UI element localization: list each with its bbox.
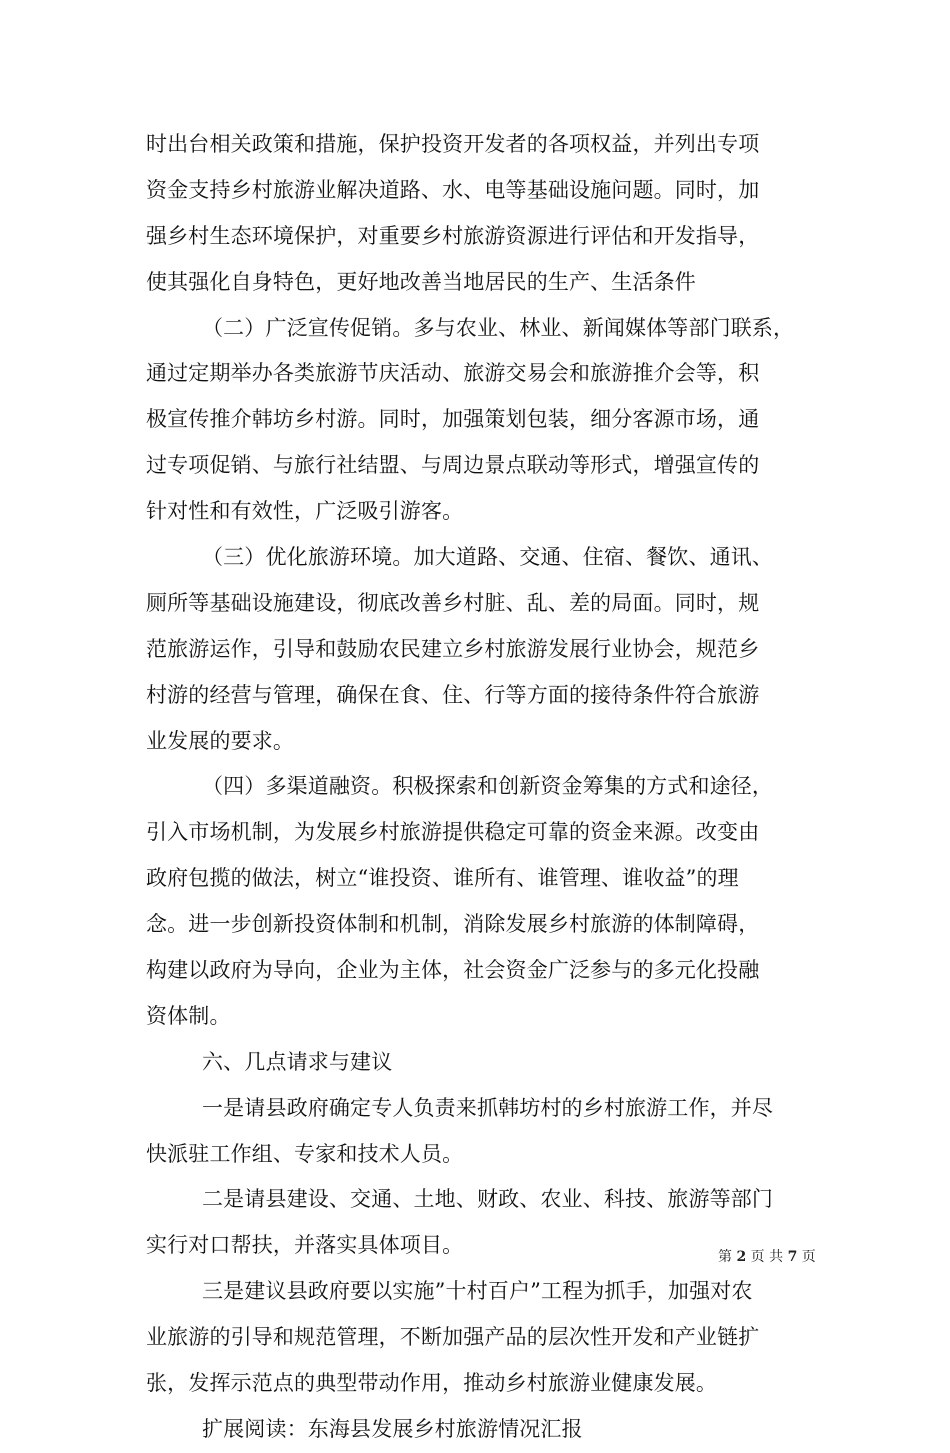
text-line: 时出台相关政策和措施，保护投资开发者的各项权益，并列出专项: [146, 132, 760, 156]
paragraph-start-line: （三）优化旅游环境。加大道路、交通、住宿、餐饮、通讯、: [202, 545, 774, 570]
page-number-footer: [718, 1247, 816, 1267]
section-heading: 六、几点请求与建议: [202, 1049, 393, 1074]
page-prefix: 第: [718, 1249, 732, 1265]
text-line: 资体制。: [146, 1003, 231, 1028]
text-line: 范旅游运作，引导和鼓励农民建立乡村旅游发展行业协会，规范乡: [146, 636, 760, 661]
text-line: 针对性和有效性，广泛吸引游客。: [146, 499, 464, 524]
body-text: [146, 122, 814, 1453]
text-line: 通过定期举办各类旅游节庆活动、旅游交易会和旅游推介会等，积: [146, 361, 760, 386]
paragraph-start-line: （四）多渠道融资。积极探索和创新资金筹集的方式和途径，: [202, 774, 774, 799]
extended-reading-line: 扩展阅读：东海县发展乡村旅游情况汇报: [202, 1416, 583, 1441]
paragraph-start-line: 三是建议县政府要以实施”十村百户”工程为抓手，加强对农: [202, 1279, 753, 1304]
text-line: 念。进一步创新投资体制和机制，消除发展乡村旅游的体制障碍，: [146, 912, 760, 937]
paragraph-start-line: 二是请县建设、交通、土地、财政、农业、科技、旅游等部门: [202, 1187, 774, 1212]
text-line: 使其强化自身特色，更好地改善当地居民的生产、生活条件: [146, 269, 696, 294]
text-line: 极宣传推介韩坊乡村游。同时，加强策划包装，细分客源市场，通: [146, 407, 760, 432]
text-line: 实行对口帮扶，并落实具体项目。: [146, 1233, 464, 1258]
total-pages-number: 7: [787, 1249, 798, 1265]
text-line: 引入市场机制，为发展乡村旅游提供稳定可靠的资金来源。改变由: [146, 820, 760, 845]
current-page-number: 2: [736, 1249, 747, 1265]
text-line: 强乡村生态环境保护，对重要乡村旅游资源进行评估和开发指导，: [146, 223, 760, 248]
text-line: 过专项促销、与旅行社结盟、与周边景点联动等形式，增强宣传的: [146, 453, 760, 478]
text-line: 村游的经营与管理，确保在食、住、行等方面的接待条件符合旅游: [146, 682, 760, 707]
text-line: 构建以政府为导向，企业为主体，社会资金广泛参与的多元化投融: [146, 958, 760, 983]
page-suffix: 页: [801, 1249, 816, 1265]
paragraph-start-line: 一是请县政府确定专人负责来抓韩坊村的乡村旅游工作，并尽: [202, 1095, 774, 1120]
text-line: 快派驻工作组、专家和技术人员。: [146, 1141, 464, 1166]
text-line: 资金支持乡村旅游业解决道路、水、电等基础设施问题。同时，加: [146, 177, 760, 202]
paragraph-start-line: （二）广泛宣传促销。多与农业、林业、新闻媒体等部门联系，: [202, 315, 795, 340]
text-line: 张，发挥示范点的典型带动作用，推动乡村旅游业健康发展。: [146, 1371, 718, 1396]
text-line: 厕所等基础设施建设，彻底改善乡村脏、乱、差的局面。同时，规: [146, 590, 760, 615]
text-line: 业发展的要求。: [146, 728, 295, 753]
text-line: 政府包揽的做法，树立“谁投资、谁所有、谁管理、谁收益”的理: [146, 866, 739, 891]
page-middle: 页 共: [750, 1249, 784, 1265]
text-line: 业旅游的引导和规范管理，不断加强产品的层次性开发和产业链扩: [146, 1325, 760, 1350]
